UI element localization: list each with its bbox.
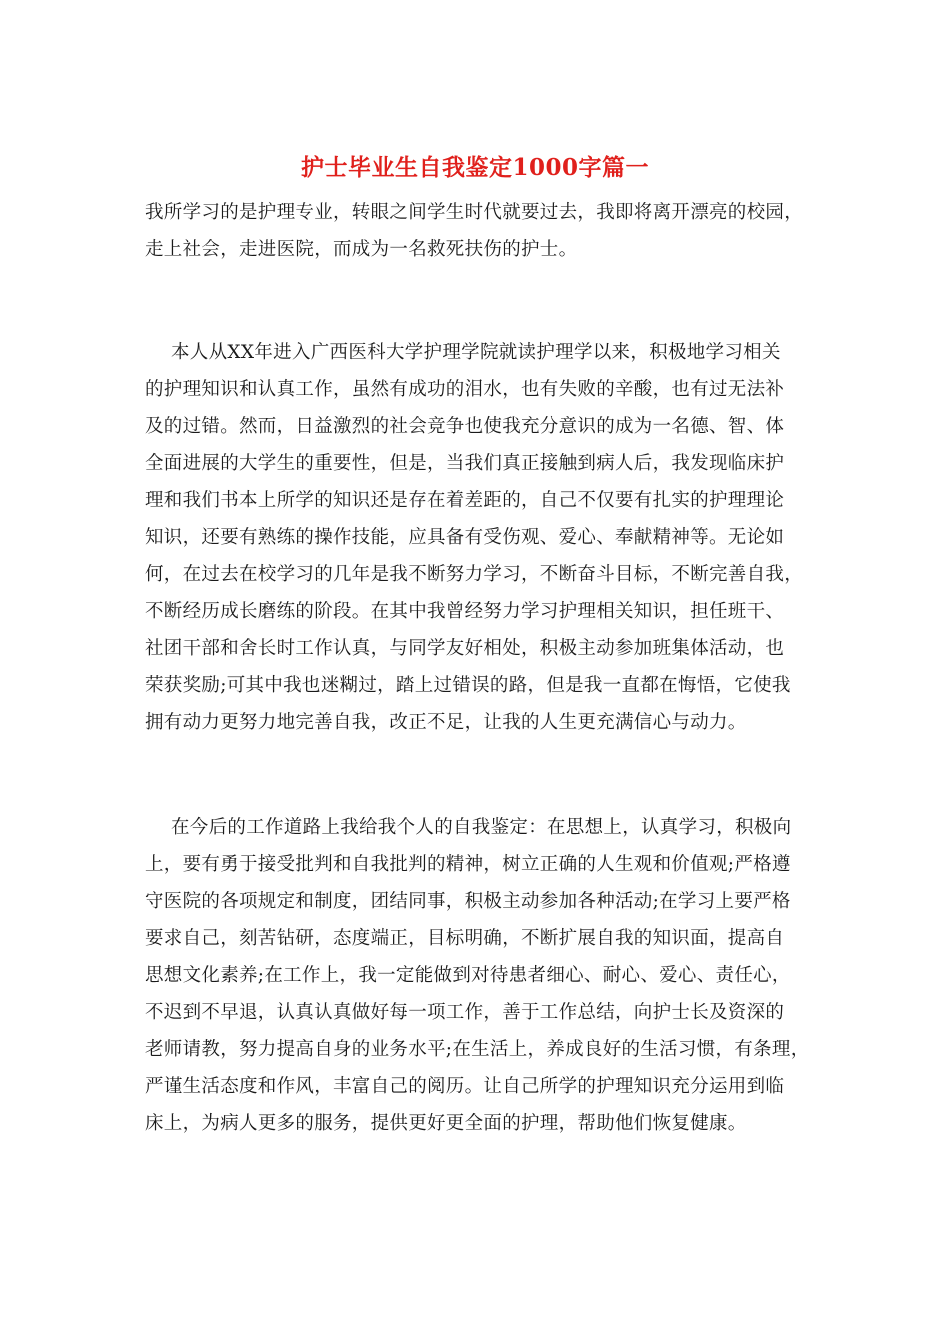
paragraph-2-line-5: 理和我们书本上所学的知识还是存在着差距的，自己不仅要有扎实的护理理论	[145, 490, 785, 511]
paragraph-3-line-2: 上，要有勇于接受批判和自我批判的精神，树立正确的人生观和价值观;严格遵	[145, 854, 791, 875]
paragraph-1-line-2: 走上社会，走进医院，而成为一名救死扶伤的护士。	[145, 239, 578, 260]
paragraph-3-line-9: 床上，为病人更多的服务，提供更好更全面的护理，帮助他们恢复健康。	[145, 1113, 747, 1134]
paragraph-2-line-4: 全面进展的大学生的重要性，但是，当我们真正接触到病人后，我发现临床护	[145, 453, 785, 474]
paragraph-3-line-3: 守医院的各项规定和制度，团结同事，积极主动参加各种活动;在学习上要严格	[145, 891, 791, 912]
paragraph-2-line-7: 何，在过去在校学习的几年是我不断努力学习，不断奋斗目标，不断完善自我，	[145, 564, 804, 585]
paragraph-3-line-1: 在今后的工作道路上我给我个人的自我鉴定：在思想上，认真学习，积极向	[171, 817, 792, 838]
paragraph-3-line-6: 不迟到不早退，认真认真做好每一项工作，善于工作总结，向护士长及资深的	[145, 1002, 785, 1023]
paragraph-3-line-7: 老师请教，努力提高自身的业务水平;在生活上，养成良好的生活习惯，有条理，	[145, 1039, 810, 1060]
paragraph-2-line-2: 的护理知识和认真工作，虽然有成功的泪水，也有失败的辛酸，也有过无法补	[145, 379, 785, 400]
paragraph-2-line-8: 不断经历成长磨练的阶段。在其中我曾经努力学习护理相关知识，担任班干、	[145, 601, 785, 622]
paragraph-2-line-6: 知识，还要有熟练的操作技能，应具备有受伤观、爱心、奉献精神等。无论如	[145, 527, 785, 548]
paragraph-3-line-4: 要求自己，刻苦钻研，态度端正，目标明确，不断扩展自我的知识面，提高自	[145, 928, 785, 949]
document-title: 护士毕业生自我鉴定1000字篇一	[300, 154, 649, 181]
paragraph-2-line-1: 本人从XX年进入广西医科大学护理学院就读护理学以来，积极地学习相关	[171, 342, 781, 363]
paragraph-3-line-8: 严谨生活态度和作风，丰富自己的阅历。让自己所学的护理知识充分运用到临	[145, 1076, 785, 1097]
paragraph-2-line-11: 拥有动力更努力地完善自我，改正不足，让我的人生更充满信心与动力。	[145, 712, 747, 733]
paragraph-2-line-3: 及的过错。然而，日益激烈的社会竞争也使我充分意识的成为一名德、智、体	[145, 416, 785, 437]
paragraph-2-line-9: 社团干部和舍长时工作认真，与同学友好相处，积极主动参加班集体活动，也	[145, 638, 785, 659]
paragraph-1-line-1: 我所学习的是护理专业，转眼之间学生时代就要过去，我即将离开漂亮的校园，	[145, 202, 804, 223]
paragraph-2-line-10: 荣获奖励;可其中我也迷糊过，踏上过错误的路，但是我一直都在悔悟，它使我	[145, 675, 791, 696]
paragraph-3-line-5: 思想文化素养;在工作上，我一定能做到对待患者细心、耐心、爱心、责任心，	[145, 965, 791, 986]
